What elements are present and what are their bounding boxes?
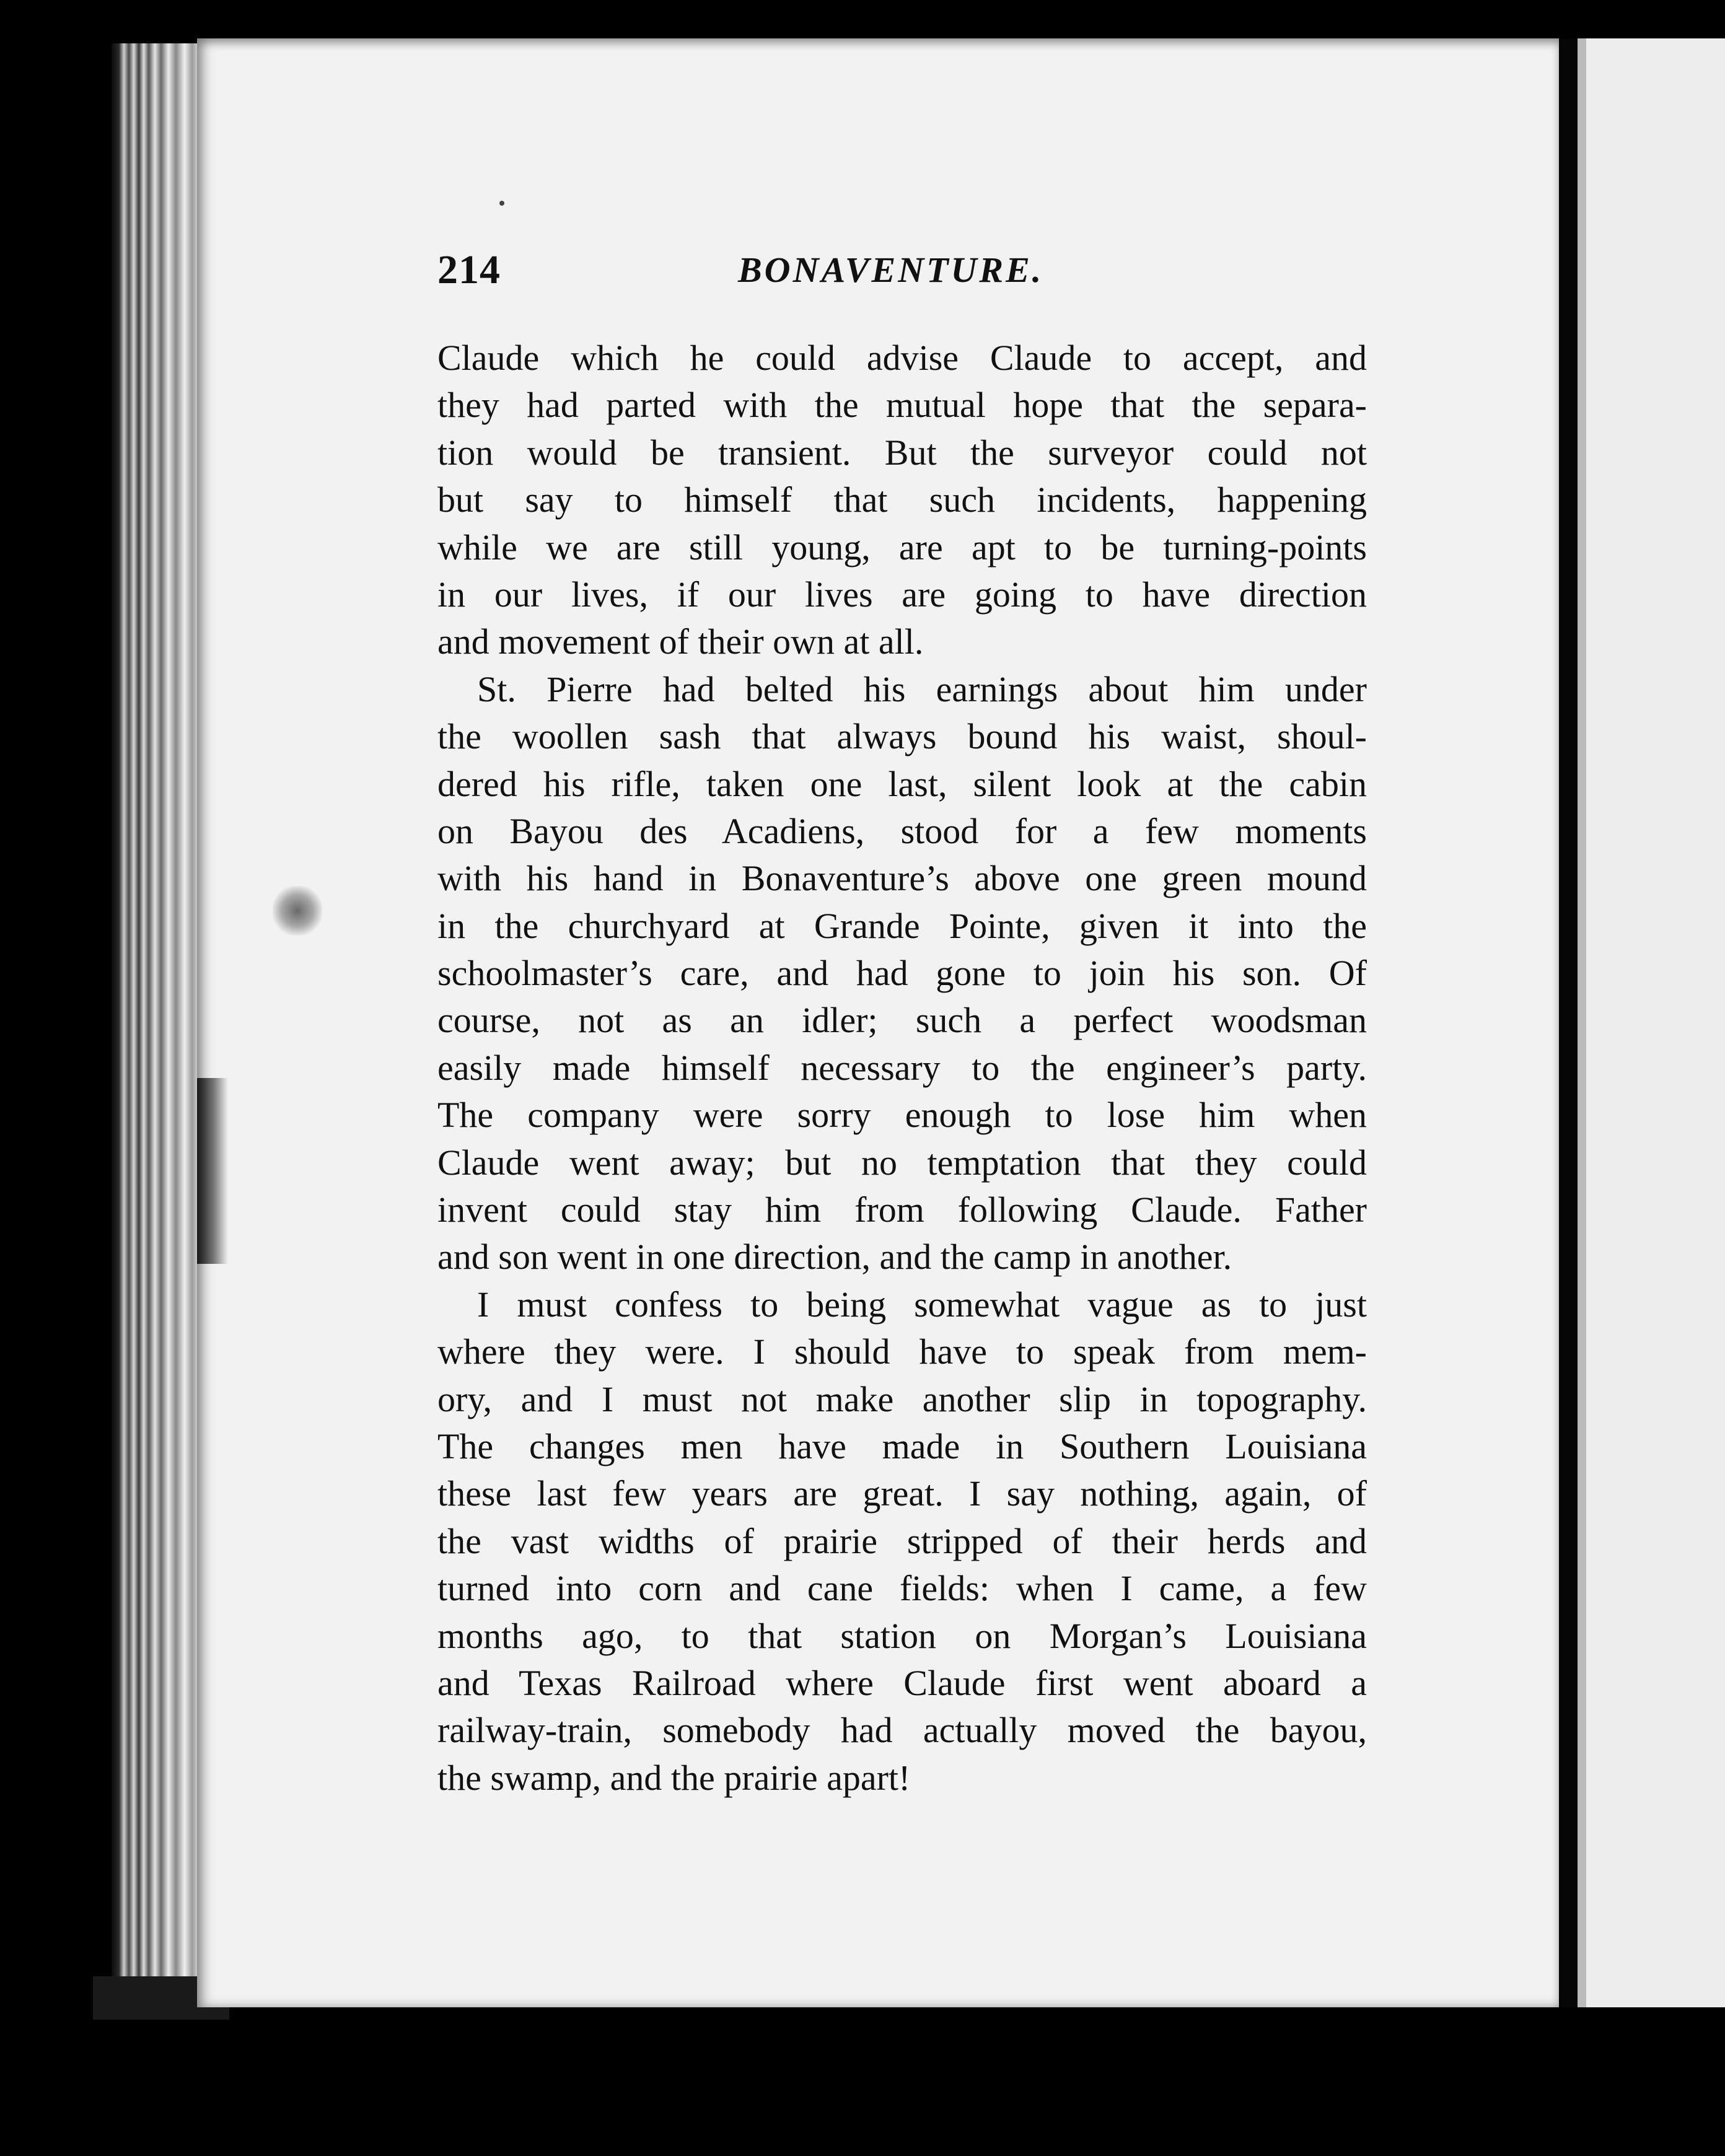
text-line: railway-train, somebody had actually moved the bayou, xyxy=(437,1710,1367,1751)
running-head-title: BONAVENTURE. xyxy=(738,250,1044,290)
page-header xyxy=(437,247,1367,296)
scan-dark-mark xyxy=(197,1078,228,1264)
facing-page-shadow xyxy=(1578,38,1586,2007)
text-line: months ago, to that station on Morgan’s Louisiana xyxy=(437,1615,1367,1656)
text-line: easily made himself necessary to the engineer’s party. xyxy=(437,1047,1367,1088)
text-line: I must confess to being somewhat vague as to just xyxy=(477,1284,1367,1325)
book-spine-edges xyxy=(112,43,211,1989)
text-line: they had parted with the mutual hope that the separa- xyxy=(437,385,1367,426)
text-line: The company were sorry enough to lose him when xyxy=(437,1095,1367,1136)
text-line: the swamp, and the prairie apart! xyxy=(437,1757,911,1798)
text-line: turned into corn and cane fields: when I came, a few xyxy=(437,1568,1367,1609)
text-line: these last few years are great. I say nothing, again, of xyxy=(437,1473,1367,1514)
text-line: tion would be transient. But the surveyor could not xyxy=(437,432,1367,473)
text-line: in our lives, if our lives are going to have direction xyxy=(437,574,1367,615)
body-text xyxy=(437,335,1367,1802)
scan-smudge xyxy=(273,886,322,936)
text-line: and Texas Railroad where Claude first went aboard a xyxy=(437,1662,1367,1703)
text-line: the woollen sash that always bound his waist, shoul- xyxy=(437,716,1367,757)
text-line: The changes men have made in Southern Louisiana xyxy=(437,1426,1367,1466)
text-line: on Bayou des Acadiens, stood for a few moments xyxy=(437,810,1367,851)
text-line: in the churchyard at Grande Pointe, given it into the xyxy=(437,905,1367,946)
facing-page-edge xyxy=(1578,38,1725,2007)
text-line: the vast widths of prairie stripped of their herds and xyxy=(437,1520,1367,1561)
text-line: ory, and I must not make another slip in topography. xyxy=(437,1378,1367,1419)
scan-speck xyxy=(499,201,504,206)
text-line: while we are still young, are apt to be turning-points xyxy=(437,527,1367,567)
text-line: and movement of their own at all. xyxy=(437,621,924,662)
text-line: schoolmaster’s care, and had gone to join his son. Of xyxy=(437,953,1367,994)
page-number: 214 xyxy=(437,247,501,292)
page-gutter xyxy=(1559,38,1578,2007)
text-line: St. Pierre had belted his earnings about him under xyxy=(477,668,1367,709)
text-line: course, not as an idler; such a perfect woodsman xyxy=(437,1000,1367,1041)
text-line: Claude went away; but no temptation that they could xyxy=(437,1142,1367,1183)
text-line: where they were. I should have to speak from mem- xyxy=(437,1331,1367,1372)
text-line: and son went in one direction, and the camp in another. xyxy=(437,1237,1232,1277)
text-line: dered his rifle, taken one last, silent look at the cabin xyxy=(437,763,1367,804)
text-line: invent could stay him from following Claude. Father xyxy=(437,1190,1367,1230)
text-line: with his hand in Bonaventure’s above one green mound xyxy=(437,858,1367,899)
text-line: but say to himself that such incidents, happening xyxy=(437,480,1367,520)
text-line: Claude which he could advise Claude to accept, and xyxy=(437,338,1367,378)
